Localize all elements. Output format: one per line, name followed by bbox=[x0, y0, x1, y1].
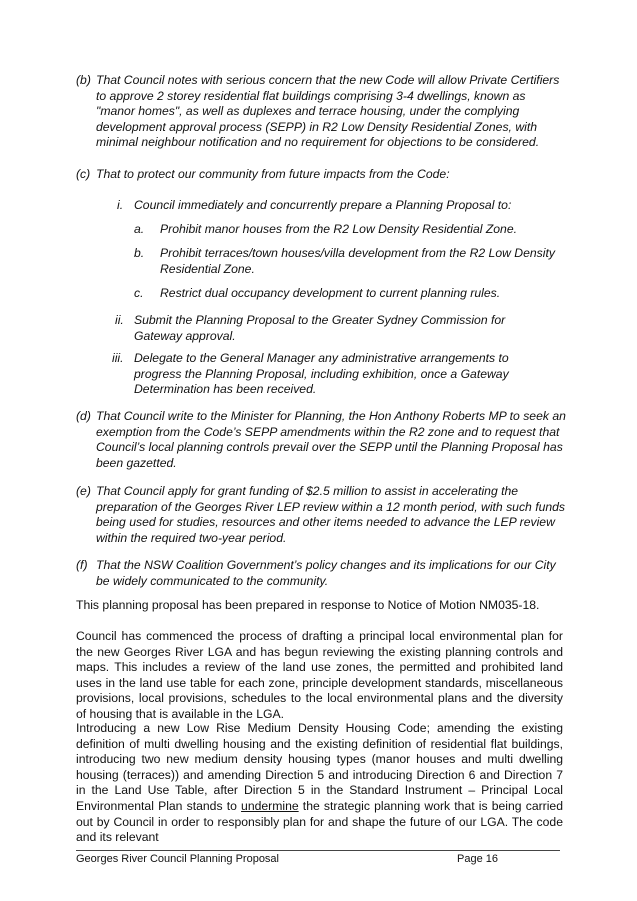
item-e-label: (e) bbox=[76, 484, 91, 498]
item-e-text: That Council apply for grant funding of $2.5 million to assist in accelerating the preparation of the Georges River LEP review within a 12 month period, with such funds being used for studies, resources and other items needed to advance the LEP review within the required two-year period. bbox=[96, 484, 566, 545]
item-b2-label: b. bbox=[134, 246, 145, 260]
item-iii-label: iii. bbox=[112, 351, 124, 365]
footer-document-title: Georges River Council Planning Proposal bbox=[76, 853, 279, 865]
item-c2-label: c. bbox=[134, 286, 144, 300]
item-b2-text: Prohibit terraces/town houses/villa development from the R2 Low Density Residential Zone. bbox=[160, 246, 555, 276]
item-f-text: That the NSW Coalition Government’s policy changes and its implications for our City be widely communicated to the community. bbox=[96, 558, 556, 588]
paragraph-housing-code bbox=[76, 721, 563, 846]
footer-divider bbox=[76, 850, 560, 851]
underlined-word: undermine bbox=[241, 798, 299, 813]
item-c-text: That to protect our community from future impacts from the Code: bbox=[96, 167, 450, 181]
item-iii-text: Delegate to the General Manager any administrative arrangements to progress the Planning Proposal, including exhibition, once a Gateway Determination has been received. bbox=[134, 351, 509, 397]
item-ii-text: Submit the Planning Proposal to the Greater Sydney Commission for Gateway approval. bbox=[134, 313, 506, 343]
item-i-text: Council immediately and concurrently prepare a Planning Proposal to: bbox=[134, 198, 512, 212]
paragraph-lep-review: Council has commenced the process of drafting a principal local environmental plan for the new Georges River LGA and has begun reviewing the existing planning controls and maps. This includes a review of the land use zones, the permitted and prohibited land uses in the land use table for each zone, principle development standards, miscellaneous provisions, local provisions, schedules to the local environmental plans and the diversity of housing that is available in the LGA. bbox=[76, 629, 563, 721]
item-a-label: a. bbox=[134, 222, 145, 236]
item-f-label: (f) bbox=[76, 558, 88, 572]
item-b-text: That Council notes with serious concern that the new Code will allow Private Certifiers to approve 2 storey residential flat buildings comprising 3-4 dwellings, known as "manor homes", as well as duplexes and terrace housing, under the complying development approval process (SEPP) in R2 Low Density Residential Zones, with minimal neighbour notification and no requirement for objections to be considered. bbox=[96, 73, 560, 150]
paragraph-notice-of-motion: This planning proposal has been prepared in response to Notice of Motion NM035-18. bbox=[76, 598, 540, 612]
item-ii-label: ii. bbox=[115, 313, 124, 327]
paragraph-housing-code-part2: the strategic planning work that is being carried out by Council in order to responsibly plan for and shape the future of our LGA. The code and its relevant bbox=[76, 798, 563, 845]
item-c2-text: Restrict dual occupancy development to current planning rules. bbox=[160, 286, 501, 300]
item-i-label: i. bbox=[117, 198, 124, 212]
item-c-label: (c) bbox=[76, 167, 91, 181]
item-a-text: Prohibit manor houses from the R2 Low Density Residential Zone. bbox=[160, 222, 517, 236]
item-d-label: (d) bbox=[76, 409, 91, 423]
footer-page-number: Page 16 bbox=[457, 853, 498, 865]
paragraph-housing-code-part1: Introducing a new Low Rise Medium Density Housing Code; amending the existing definition of multi dwelling housing and the existing definition of residential flat buildings, introducing two new medium density housing types (manor houses and multi dwelling housing (terraces)) and amending Direction 5 and introducing Direction 6 and Direction 7 in the Land Use Table, after Direction 5 in the Standard Instrument – Principal Local Environmental Plan stands to bbox=[76, 721, 563, 813]
item-d-text: That Council write to the Minister for Planning, the Hon Anthony Roberts MP to seek an exemption from the Code’s SEPP amendments within the R2 zone and to request that Council’s local planning controls prevail over the SEPP until the Planning Proposal has been gazetted. bbox=[96, 409, 566, 470]
item-b-label: (b) bbox=[76, 73, 91, 87]
